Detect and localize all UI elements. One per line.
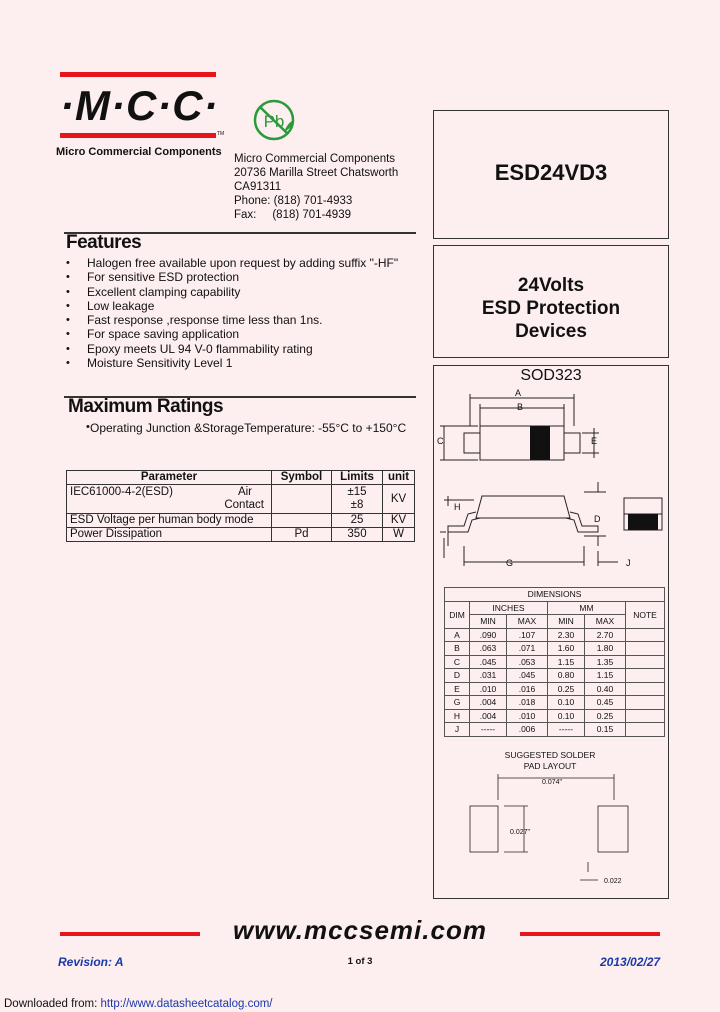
logo-tm: TM: [217, 131, 225, 137]
features-list: [66, 256, 398, 370]
dim-letter-cell: D: [445, 669, 470, 683]
dim-label-g: G: [506, 558, 514, 568]
dim-value-cell: 2.70: [585, 628, 626, 642]
table-row: [445, 655, 665, 669]
table-row: [445, 709, 665, 723]
note-cell: [626, 628, 665, 642]
dims-body: [445, 628, 665, 736]
dim-value-cell: 0.15: [585, 723, 626, 737]
note-cell: [626, 709, 665, 723]
note-cell: [626, 669, 665, 683]
header-max: MAX: [507, 615, 548, 629]
dim-letter-cell: E: [445, 682, 470, 696]
param-cell: Power Dissipation: [67, 528, 272, 542]
feature-item: • Moisture Sensitivity Level 1: [66, 356, 398, 370]
note-cell: [626, 696, 665, 710]
dim-value-cell: 0.10: [547, 709, 584, 723]
pad-width-label: 0.074": [542, 779, 563, 786]
header-symbol: Symbol: [272, 471, 332, 485]
dim-label-j: J: [626, 558, 631, 568]
address-line: Phone: (818) 701-4933: [234, 195, 353, 207]
package-title: SOD323: [520, 367, 582, 384]
dim-value-cell: .045: [470, 655, 507, 669]
dim-value-cell: 0.25: [547, 682, 584, 696]
logo-bottom-bar: [60, 133, 216, 138]
dim-value-cell: 1.60: [547, 642, 584, 656]
address-line: CA91311: [234, 181, 282, 193]
solder-layout-title: [480, 750, 620, 772]
unit-cell: KV: [383, 485, 415, 514]
table-row: [445, 669, 665, 683]
header-min: MIN: [470, 615, 507, 629]
dim-value-cell: .010: [507, 709, 548, 723]
dim-label-c: C: [437, 436, 444, 446]
header-note: NOTE: [626, 601, 665, 628]
table-row: [445, 696, 665, 710]
dim-label-h: H: [454, 502, 461, 512]
dim-value-cell: .010: [470, 682, 507, 696]
pad-gap-label: 0.022: [604, 878, 622, 885]
table-header-row: [445, 588, 665, 602]
dim-value-cell: .031: [470, 669, 507, 683]
solder-pad-diagram: [464, 772, 654, 890]
dim-label-e: E: [591, 436, 598, 446]
description-line: Devices: [515, 321, 587, 342]
dim-letter-cell: A: [445, 628, 470, 642]
dim-value-cell: .107: [507, 628, 548, 642]
dim-label-b: B: [516, 402, 524, 412]
note-cell: [626, 723, 665, 737]
note-cell: [626, 642, 665, 656]
unit-cell: W: [383, 528, 415, 542]
ratings-table: [66, 470, 415, 542]
dim-value-cell: 0.25: [585, 709, 626, 723]
unit-cell: KV: [383, 514, 415, 528]
dim-label-d: D: [594, 514, 601, 524]
download-line: [4, 998, 273, 1010]
revision: Revision: A: [58, 955, 124, 969]
dim-value-cell: 0.10: [547, 696, 584, 710]
feature-item: • Low leakage: [66, 299, 398, 313]
mcc-logo: ·M·C·C·: [60, 82, 219, 129]
limit-value: ±8: [350, 499, 364, 511]
address-line: Fax: (818) 701-4939: [234, 209, 351, 221]
dim-value-cell: 1.35: [585, 655, 626, 669]
table-row: [445, 642, 665, 656]
dim-letter-cell: B: [445, 642, 470, 656]
dim-value-cell: .018: [507, 696, 548, 710]
dim-value-cell: 1.80: [585, 642, 626, 656]
note-cell: [626, 682, 665, 696]
dim-value-cell: .053: [507, 655, 548, 669]
page-number: 1 of 3: [347, 956, 373, 967]
table-row: [445, 628, 665, 642]
logo-company-name: Micro Commercial Components: [56, 146, 222, 158]
download-prefix: Downloaded from:: [4, 998, 101, 1010]
header-max: MAX: [585, 615, 626, 629]
dim-value-cell: 2.30: [547, 628, 584, 642]
features-title: Features: [66, 232, 142, 253]
logo-top-bar: [60, 72, 216, 77]
param-cell: [67, 485, 272, 514]
dim-value-cell: .004: [470, 696, 507, 710]
download-link[interactable]: http://www.datasheetcatalog.com/: [100, 998, 273, 1010]
param-cell: ESD Voltage per human body mode: [67, 514, 272, 528]
feature-item: • For sensitive ESD protection: [66, 270, 398, 284]
limit-value: ±15: [347, 486, 367, 498]
dim-value-cell: 0.45: [585, 696, 626, 710]
address-line: 20736 Marilla Street Chatsworth: [234, 167, 399, 179]
dim-value-cell: -----: [470, 723, 507, 737]
param-sub: Air: [237, 486, 252, 498]
dim-letter-cell: J: [445, 723, 470, 737]
param-name: IEC61000-4-2(ESD): [70, 486, 173, 498]
dim-value-cell: .063: [470, 642, 507, 656]
solder-title-line: SUGGESTED SOLDER: [504, 750, 596, 760]
dim-value-cell: .006: [507, 723, 548, 737]
feature-item: • Fast response ,response time less than 1ns.: [66, 313, 398, 327]
dim-value-cell: .004: [470, 709, 507, 723]
limit-cell: 350: [332, 528, 383, 542]
feature-item: • For space saving application: [66, 327, 398, 341]
header-parameter: Parameter: [67, 471, 272, 485]
dim-value-cell: 0.40: [585, 682, 626, 696]
header-unit: unit: [383, 471, 415, 485]
pb-free-icon: [250, 98, 302, 144]
note-cell: [626, 655, 665, 669]
table-row: [67, 485, 415, 514]
website-url[interactable]: www.mccsemi.com: [233, 915, 487, 945]
dim-value-cell: .016: [507, 682, 548, 696]
operating-temperature: • Operating Junction &StorageTemperature: -55°C to +150°C: [90, 421, 406, 435]
param-sub: Contact: [224, 499, 264, 511]
dim-value-cell: .045: [507, 669, 548, 683]
symbol-cell: Pd: [272, 528, 332, 542]
header-min: MIN: [547, 615, 584, 629]
limit-cell: 25: [332, 514, 383, 528]
description-line: 24Volts: [517, 275, 585, 296]
dim-value-cell: -----: [547, 723, 584, 737]
revision-date: 2013/02/27: [600, 955, 661, 969]
symbol-cell: [272, 485, 332, 514]
table-row: [445, 682, 665, 696]
dim-letter-cell: C: [445, 655, 470, 669]
table-header-row: [67, 471, 415, 485]
table-row: [67, 528, 415, 542]
dim-value-cell: .071: [507, 642, 548, 656]
dim-value-cell: 0.80: [547, 669, 584, 683]
header-mm: MM: [547, 601, 625, 615]
ratings-title: Maximum Ratings: [68, 396, 224, 417]
dim-letter-cell: H: [445, 709, 470, 723]
package-outline-diagram: [434, 386, 666, 576]
header-dim: DIM: [445, 601, 470, 628]
address-line: Micro Commercial Components: [234, 153, 396, 165]
header-limits: Limits: [332, 471, 383, 485]
description-line: ESD Protection: [481, 298, 621, 319]
header-inches: INCHES: [470, 601, 548, 615]
dimensions-table: [444, 587, 665, 737]
dim-value-cell: .090: [470, 628, 507, 642]
pad-height-label: 0.027": [509, 829, 531, 836]
solder-title-line: PAD LAYOUT: [523, 761, 577, 771]
dim-label-a: A: [514, 388, 522, 398]
dim-letter-cell: G: [445, 696, 470, 710]
feature-item: • Epoxy meets UL 94 V-0 flammability rating: [66, 342, 398, 356]
feature-item: • Excellent clamping capability: [66, 285, 398, 299]
table-header-row: [445, 601, 665, 615]
feature-item: • Halogen free available upon request by adding suffix "-HF": [66, 256, 398, 270]
limit-cell: [332, 485, 383, 514]
dim-value-cell: 1.15: [585, 669, 626, 683]
dims-title: DIMENSIONS: [445, 588, 665, 602]
table-row: [445, 723, 665, 737]
footer-right-bar: [520, 932, 660, 936]
device-description: [434, 274, 668, 343]
part-number: ESD24VD3: [494, 160, 608, 185]
symbol-cell: [272, 514, 332, 528]
company-address: [234, 152, 398, 222]
table-row: [67, 514, 415, 528]
dim-value-cell: 1.15: [547, 655, 584, 669]
pb-free-text: Pb: [263, 112, 285, 131]
